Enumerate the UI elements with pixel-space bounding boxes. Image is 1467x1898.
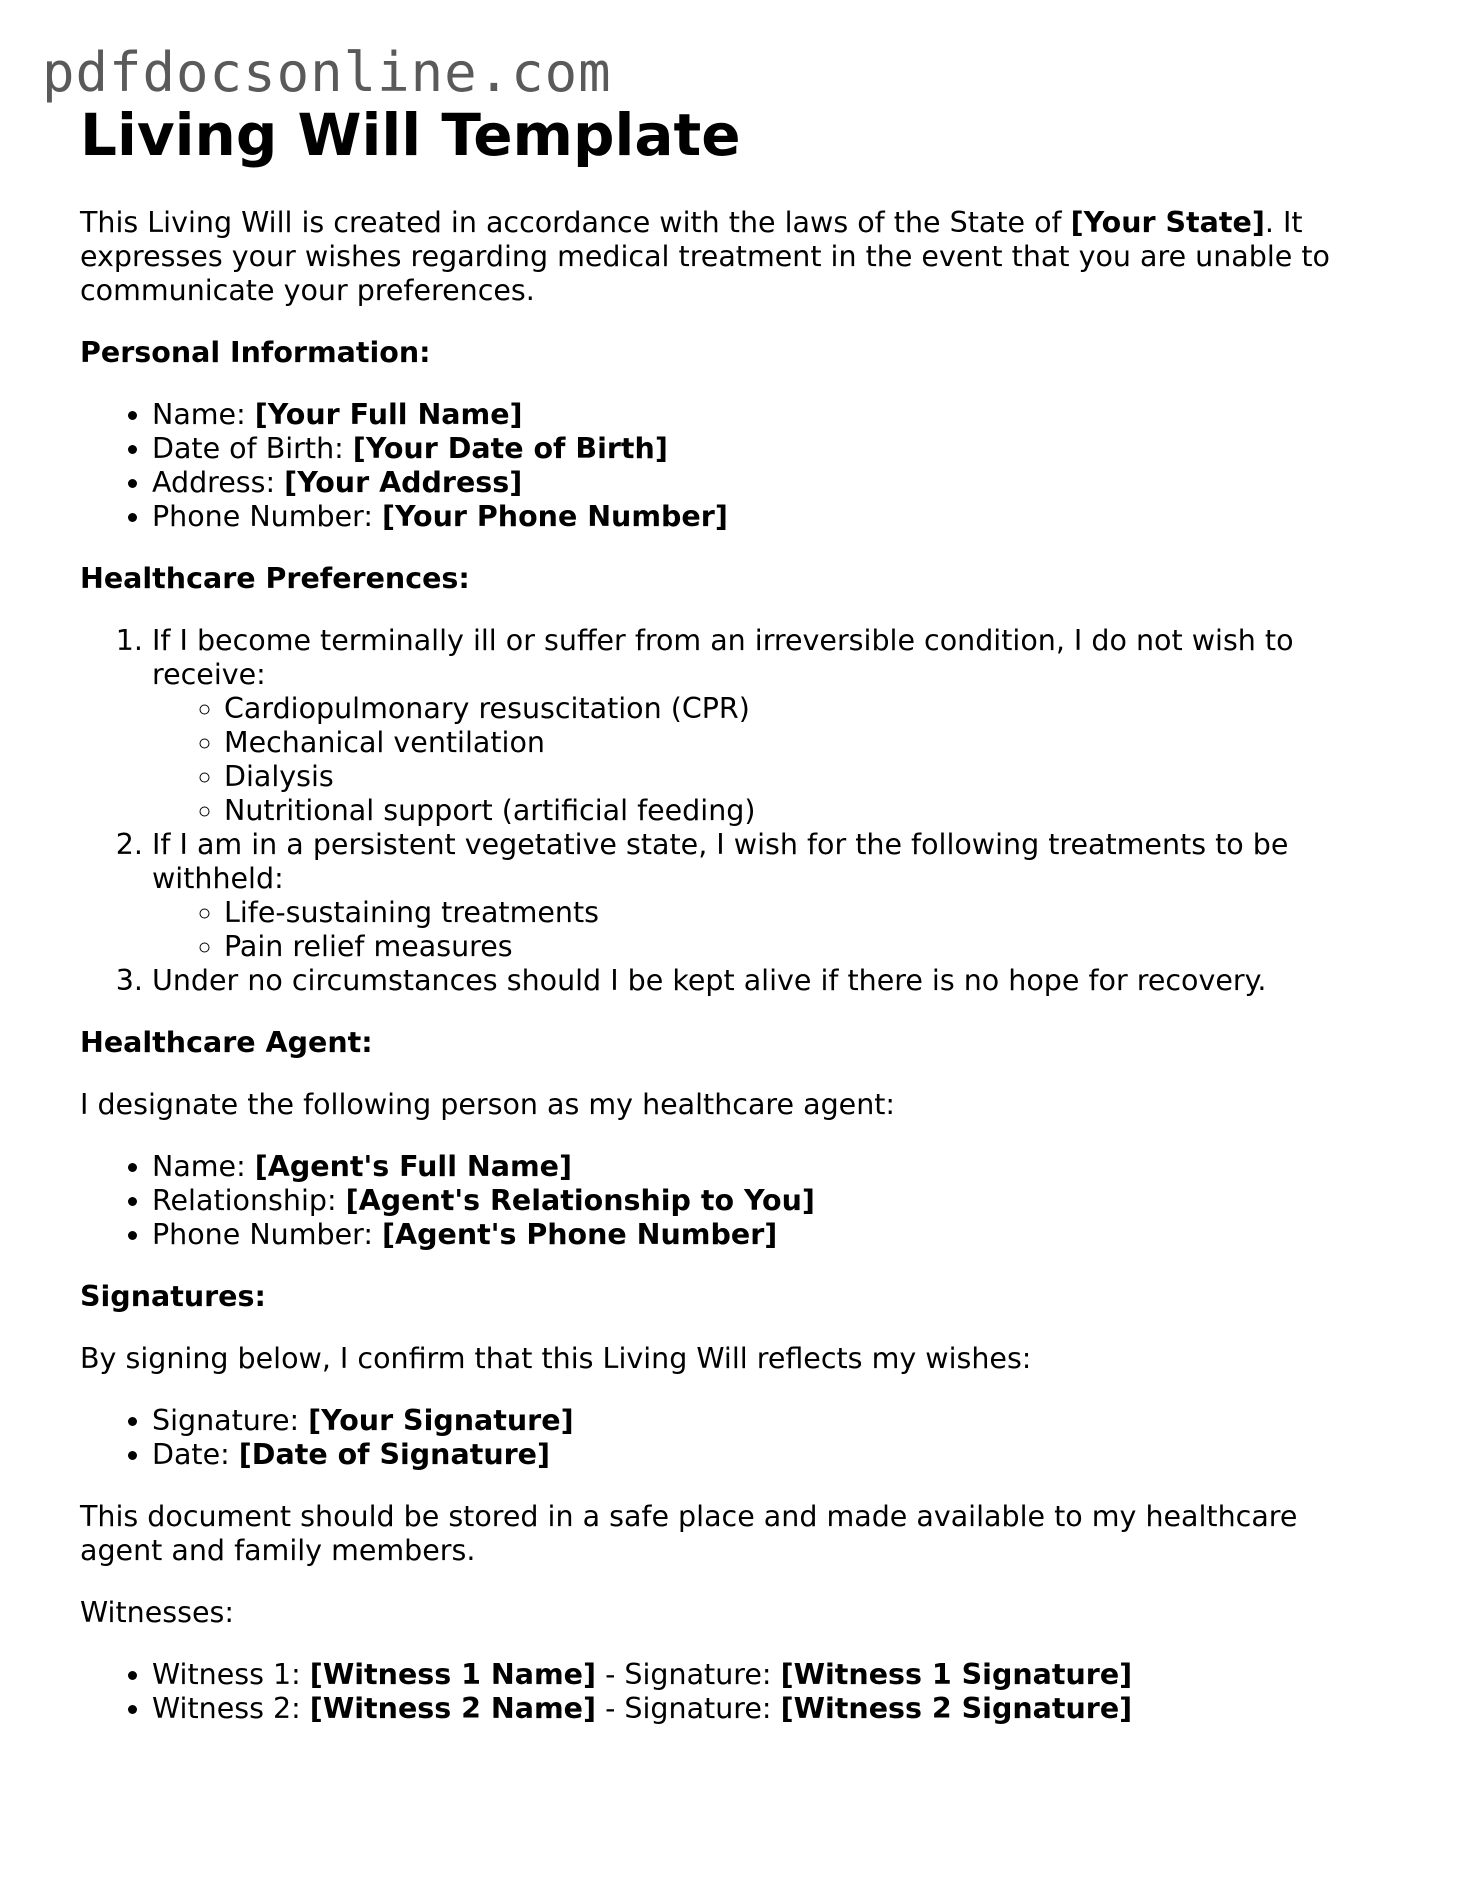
treatment-sublist [152,692,1380,828]
field-label: Phone Number: [152,500,382,533]
field-label: Relationship: [152,1184,346,1217]
field-value: [Your Address] [284,466,523,499]
field-value: [Your Phone Number] [382,500,728,533]
intro-text-continued: . It expresses your wishes regarding medical treatment in the event that you are unable to communicate your preferences. [80,206,1330,307]
witness-name: [Witness 1 Name] [309,1658,597,1691]
agent-info-item [152,1218,1380,1252]
personal-info-item [152,500,1380,534]
field-label: Witness 2: [152,1692,310,1725]
signature-item [152,1404,1380,1438]
signature-item [152,1438,1380,1472]
witness-item [152,1658,1380,1692]
treatment-item: ◦ Mechanical ventilation [224,726,1380,760]
personal-info-heading: Personal Information: [80,336,431,369]
field-value: [Your Full Name] [254,398,523,431]
preference-item [152,964,1380,998]
agent-intro: I designate the following person as my healthcare agent: [80,1088,896,1121]
field-label: Date of Birth: [152,432,353,465]
preference-text: Under no circumstances should I be kept alive if there is no hope for recovery. [152,964,1267,997]
agent-info-item [152,1150,1380,1184]
field-label: Signature: [152,1404,309,1437]
field-separator: - Signature: [596,1658,781,1691]
signatures-intro: By signing below, I confirm that this Living Will reflects my wishes: [80,1342,1032,1375]
treatment-item: ◦ Cardiopulmonary resuscitation (CPR) [224,692,1380,726]
personal-info-item [152,432,1380,466]
storage-note: This document should be stored in a safe place and made available to my healthcare agent and family members. [80,1500,1298,1567]
witness-name: [Witness 2 Name] [309,1692,597,1725]
agent-info-item [152,1184,1380,1218]
field-value: [Date of Signature] [238,1438,551,1471]
field-value: [Your Signature] [308,1404,574,1437]
treatment-sublist [152,896,1380,964]
document [80,100,1380,1754]
treatment-item: ◦ Life-sustaining treatments [224,896,1380,930]
field-value: [Agent's Relationship to You] [345,1184,815,1217]
witness-item [152,1692,1380,1726]
healthcare-preferences-list [80,624,1380,998]
witness-signature: [Witness 2 Signature] [780,1692,1133,1725]
witnesses-heading: Witnesses: [80,1596,234,1629]
field-value: [Agent's Full Name] [254,1150,573,1183]
preference-text: If I am in a persistent vegetative state, I wish for the following treatments to be withheld: [152,828,1289,895]
personal-info-item [152,398,1380,432]
treatment-item: ◦ Nutritional support (artificial feeding) [224,794,1380,828]
treatment-item: ◦ Pain relief measures [224,930,1380,964]
field-label: Name: [152,1150,255,1183]
field-value: [Your Date of Birth] [352,432,668,465]
field-label: Witness 1: [152,1658,310,1691]
witness-list [80,1658,1380,1726]
field-separator: - Signature: [596,1692,781,1725]
treatment-item: ◦ Dialysis [224,760,1380,794]
intro-paragraph [80,206,1380,308]
field-label: Date: [152,1438,239,1471]
witness-signature: [Witness 1 Signature] [780,1658,1133,1691]
field-value: [Agent's Phone Number] [382,1218,778,1251]
preference-item [152,828,1380,964]
page-title: Living Will Template [80,101,741,169]
agent-info-list [80,1150,1380,1252]
signatures-heading: Signatures: [80,1280,266,1313]
healthcare-agent-heading: Healthcare Agent: [80,1026,373,1059]
field-label: Address: [152,466,285,499]
preference-item [152,624,1380,828]
state-placeholder: [Your State] [1070,206,1265,239]
intro-text: This Living Will is created in accordance with the laws of the State of [80,206,1071,239]
signature-list [80,1404,1380,1472]
preference-text: If I become terminally ill or suffer from an irreversible condition, I do not wish to receive: [152,624,1294,691]
watermark: pdfdocsonline.com [42,41,612,104]
field-label: Phone Number: [152,1218,382,1251]
personal-info-item [152,466,1380,500]
personal-info-list [80,398,1380,534]
field-label: Name: [152,398,255,431]
healthcare-preferences-heading: Healthcare Preferences: [80,562,470,595]
